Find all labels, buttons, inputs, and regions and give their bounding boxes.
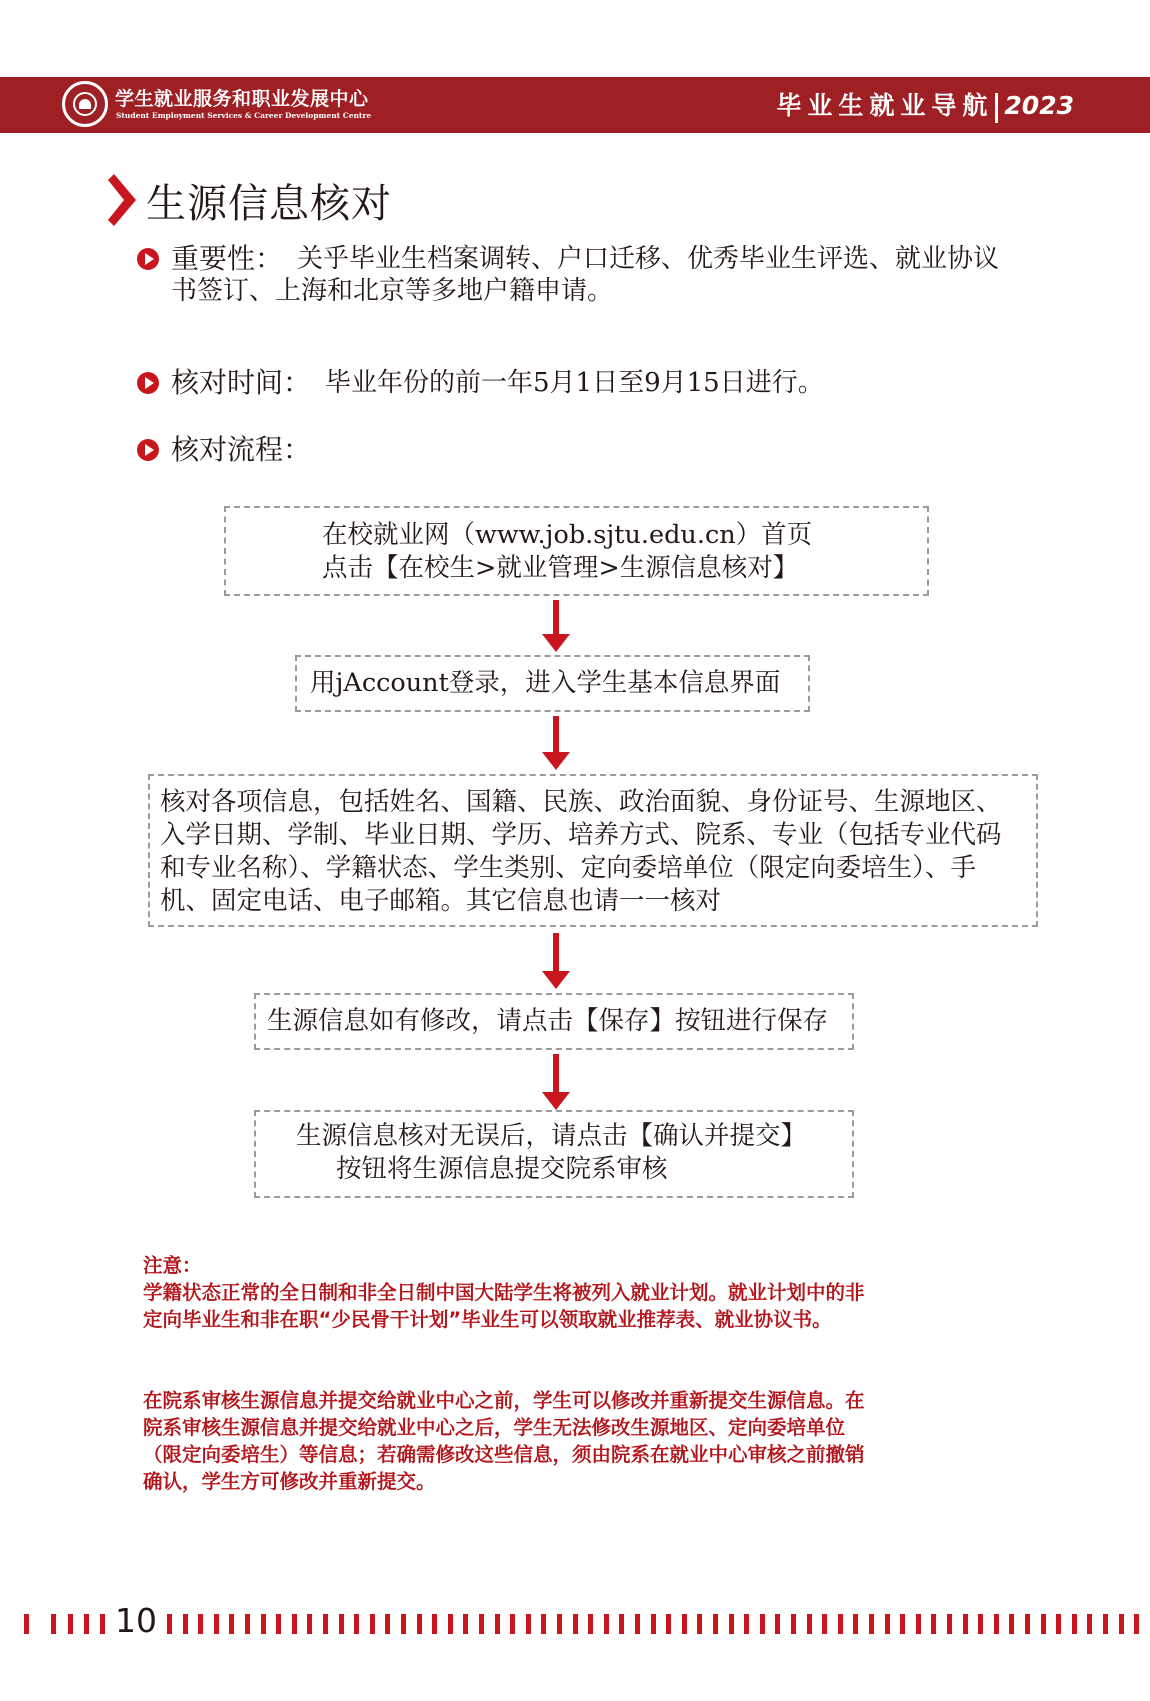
notes-paragraph-line: 学籍状态正常的全日制和非全日制中国大陆学生将被列入就业计划。就业计划中的非 xyxy=(143,1281,865,1304)
footer-stripe-bar xyxy=(588,1614,593,1634)
section-importance xyxy=(137,241,1037,311)
footer-stripe-bar xyxy=(931,1614,936,1634)
footer-stripe-bar xyxy=(744,1614,749,1634)
brand-text: 毕业生就业导航 xyxy=(776,91,994,120)
footer-stripe-bar xyxy=(100,1614,105,1634)
footer-stripe-bar xyxy=(916,1614,921,1634)
arrow-down-icon xyxy=(542,716,570,770)
university-logo xyxy=(62,81,108,127)
footer-stripe-bar xyxy=(729,1614,734,1634)
footer-stripe-bar xyxy=(245,1614,250,1634)
footer-stripe-bar xyxy=(261,1614,266,1634)
logo-emblem xyxy=(79,99,91,109)
org-name-en: Student Employment Services & Career Development Centre xyxy=(116,111,372,120)
footer-stripe-bar xyxy=(869,1614,874,1634)
footer-stripe-bar xyxy=(666,1614,671,1634)
footer-stripe-bar xyxy=(354,1614,359,1634)
footer-stripe-bar xyxy=(1056,1614,1061,1634)
footer-stripe-bar xyxy=(51,1614,56,1634)
chevron-right-icon xyxy=(108,174,138,226)
footer-stripe-bar xyxy=(604,1614,609,1634)
footer-stripe-bar xyxy=(276,1614,281,1634)
footer-stripe-bar xyxy=(557,1614,562,1634)
notes-paragraph-line: 在院系审核生源信息并提交给就业中心之前，学生可以修改并重新提交生源信息。在 xyxy=(143,1389,865,1412)
notes-paragraph-line: 定向毕业生和非在职“少民骨干计划”毕业生可以领取就业推荐表、就业协议书。 xyxy=(143,1308,832,1331)
footer-stripe-bar xyxy=(167,1614,172,1634)
flow-step-text: 入学日期、学制、毕业日期、学历、培养方式、院系、专业（包括专业代码 xyxy=(160,820,1002,850)
flow-step-text: 用jAccount登录，进入学生基本信息界面 xyxy=(310,668,781,698)
footer-stripe-bar xyxy=(417,1614,422,1634)
section-text: 毕业年份的前一年5月1日至9月15日进行。 xyxy=(325,368,824,398)
page-title: 生源信息核对 xyxy=(146,181,392,227)
footer-stripe-bar xyxy=(651,1614,656,1634)
flow-step-1 xyxy=(224,506,929,596)
flow-step-text: 和专业名称）、学籍状态、学生类别、定向委培单位（限定向委培生）、手 xyxy=(160,853,977,883)
footer-stripe-bar xyxy=(635,1614,640,1634)
brand-separator xyxy=(995,93,998,123)
footer-stripe-bar xyxy=(775,1614,780,1634)
footer-stripe-bar xyxy=(1041,1614,1046,1634)
flow-step-5 xyxy=(254,1110,854,1198)
brand-title xyxy=(776,86,1074,123)
footer-stripe-bar xyxy=(682,1614,687,1634)
notes-paragraph-line: （限定向委培生）等信息；若确需修改这些信息，须由院系在就业中心审核之前撤销 xyxy=(143,1443,865,1466)
footer-stripe-bar xyxy=(791,1614,796,1634)
footer-stripe-bar xyxy=(541,1614,546,1634)
footer-stripe-bar xyxy=(198,1614,203,1634)
footer-stripe-bar xyxy=(947,1614,952,1634)
footer-stripe-bar xyxy=(853,1614,858,1634)
flow-step-text: 生源信息核对无误后，请点击【确认并提交】 xyxy=(296,1121,807,1151)
footer-stripe-bar xyxy=(68,1614,73,1634)
footer-stripe-bar xyxy=(1103,1614,1108,1634)
footer-stripe-bar xyxy=(1087,1614,1092,1634)
footer-stripe-bar xyxy=(370,1614,375,1634)
footer-stripe-bar xyxy=(885,1614,890,1634)
arrow-down-icon xyxy=(542,1054,570,1110)
flow-step-text: 在校就业网（www.job.sjtu.edu.cn）首页 xyxy=(322,520,813,550)
footer-stripe-bar xyxy=(713,1614,718,1634)
footer-stripe-bar xyxy=(510,1614,515,1634)
section-text-line2: 书签订、上海和北京等多地户籍申请。 xyxy=(171,276,614,306)
footer-stripe-bar xyxy=(573,1614,578,1634)
footer-stripe-bar xyxy=(229,1614,234,1634)
footer-stripe-bar xyxy=(526,1614,531,1634)
page-number: 10 xyxy=(115,1601,157,1640)
footer-stripe-bar xyxy=(697,1614,702,1634)
play-bullet-icon xyxy=(137,248,159,270)
footer-stripe-bar xyxy=(963,1614,968,1634)
footer-stripe-bar xyxy=(807,1614,812,1634)
footer-stripe-bar xyxy=(214,1614,219,1634)
footer-stripe-bar xyxy=(292,1614,297,1634)
footer-stripe-bar xyxy=(1119,1614,1124,1634)
footer-stripe-bar xyxy=(401,1614,406,1634)
arrow-down-icon xyxy=(542,933,570,989)
footer-stripe-bar xyxy=(619,1614,624,1634)
footer-stripe-bar xyxy=(760,1614,765,1634)
footer-stripe-bar xyxy=(479,1614,484,1634)
flow-step-text: 按钮将生源信息提交院系审核 xyxy=(336,1154,668,1184)
section-label: 核对流程： xyxy=(171,433,312,466)
footer-stripe-bar xyxy=(1134,1614,1139,1634)
footer-stripe-bar xyxy=(822,1614,827,1634)
flow-step-3 xyxy=(148,774,1038,927)
section-text: 关乎毕业生档案调转、户口迁移、优秀毕业生评选、就业协议 xyxy=(297,244,1000,274)
footer-stripe-bar xyxy=(900,1614,905,1634)
footer-stripe-bar xyxy=(183,1614,188,1634)
arrow-down-icon xyxy=(542,600,570,652)
play-bullet-icon xyxy=(137,439,159,461)
flow-step-text: 机、固定电话、电子邮箱。其它信息也请一一核对 xyxy=(160,886,722,916)
footer-stripe-bar xyxy=(1072,1614,1077,1634)
footer-stripe-bar xyxy=(339,1614,344,1634)
play-bullet-icon xyxy=(137,372,159,394)
notes-paragraph-line: 确认，学生方可修改并重新提交。 xyxy=(143,1470,436,1493)
flow-step-4 xyxy=(254,993,854,1050)
section-label: 核对时间： xyxy=(171,366,312,399)
notes-heading: 注意： xyxy=(143,1254,202,1277)
flow-step-text: 生源信息如有修改，请点击【保存】按钮进行保存 xyxy=(267,1006,829,1036)
section-label: 重要性： xyxy=(171,242,284,275)
flow-step-2 xyxy=(295,655,810,712)
footer-stripe-right xyxy=(164,1614,1150,1634)
footer-stripe-bar xyxy=(24,1614,29,1634)
footer-stripe-bar xyxy=(385,1614,390,1634)
footer-stripe-bar xyxy=(448,1614,453,1634)
footer-stripe-bar xyxy=(323,1614,328,1634)
notes-paragraph-line: 院系审核生源信息并提交给就业中心之后，学生无法修改生源地区、定向委培单位 xyxy=(143,1416,846,1439)
footer-stripe-bar xyxy=(978,1614,983,1634)
footer-stripe-bar xyxy=(1009,1614,1014,1634)
flow-step-text: 核对各项信息，包括姓名、国籍、民族、政治面貌、身份证号、生源地区、 xyxy=(160,787,1002,817)
flow-step-text: 点击【在校生>就业管理>生源信息核对】 xyxy=(322,553,799,583)
footer-stripe-bar xyxy=(84,1614,89,1634)
footer-stripe-bar xyxy=(994,1614,999,1634)
section-check-process xyxy=(137,432,1037,472)
footer-stripe-left xyxy=(0,1614,110,1634)
footer-stripe-bar xyxy=(1025,1614,1030,1634)
brand-year: 2023 xyxy=(1004,91,1074,120)
footer-stripe-bar xyxy=(495,1614,500,1634)
footer-stripe-bar xyxy=(838,1614,843,1634)
org-name-cn: 学生就业服务和职业发展中心 xyxy=(115,88,369,110)
section-check-time xyxy=(137,365,1037,405)
footer-stripe-bar xyxy=(307,1614,312,1634)
footer-stripe-bar xyxy=(432,1614,437,1634)
footer-stripe-bar xyxy=(463,1614,468,1634)
